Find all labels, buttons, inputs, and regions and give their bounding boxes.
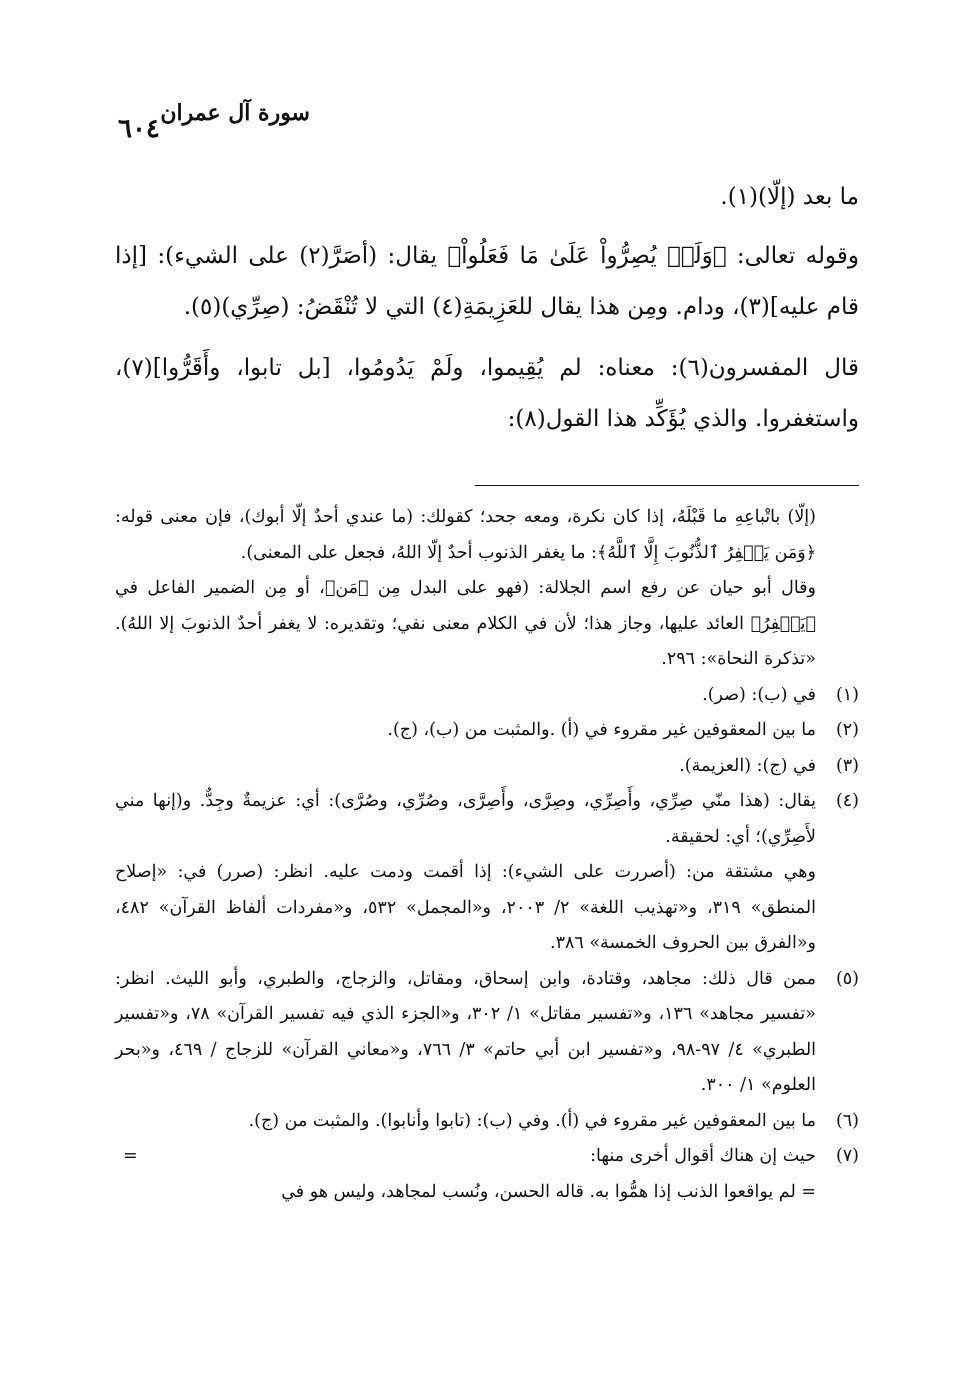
paragraph-2: وقوله تعالى: ﴿وَلَمۡ يُصِرُّواْ عَلَىٰ مَا فَعَلُواْ﴾ يقال: (أصَرَّ(٢) على الشيء): [إذا قام عليه](٣)، ودام. ومِن هذا يقال للعَزِيمَةِ(٤) التي لا تُنْقَضُ: (صِرِّي)(٥). bbox=[115, 243, 859, 320]
footnote-number: (٧) bbox=[835, 1146, 859, 1166]
footnote-text: ممن قال ذلك: مجاهد، وقتادة، وابن إسحاق، ومقاتل، والزجاج، والطبري، وأبو الليث. انظر: «تفسير مجاهد» ١٣٦، و«تفسير مقاتل» ١/ ٣٠٢، و«الجزء الذي فيه تفسير القرآن» ٧٨، و«تفسير الطبري» ٤/ ٩٧-٩٨، و«تفسير ابن أبي حاتم» ٣/ ٧٦٦، و«معاني القرآن» للزجاج / ٤٦٩، و«بحر العلوم» ١/ ٣٠٠. bbox=[115, 968, 817, 1095]
footnote-text: يقال: (هذا منّي صِرِّي، وأَصِرِّي، وصِرَّى، وأَصِرَّى، وصُرِّي، وصُرَّى): أي: عزيمةٌ وجِدٌّ. و(إنها مني لأَصِرِّي)؛ أي: لحقيقة. bbox=[115, 791, 816, 847]
footnote-text: حيث إن هناك أقوال أخرى منها: bbox=[590, 1146, 816, 1166]
footnote-separator bbox=[475, 485, 859, 486]
footnote-6 bbox=[115, 1104, 859, 1140]
footnote-5 bbox=[115, 962, 859, 1104]
paragraph-1: ما بعد (إلّا)(١). bbox=[720, 184, 859, 210]
footnote-4 bbox=[115, 784, 859, 855]
footnote-number: (٥) bbox=[835, 968, 859, 989]
footnote-number: (٣) bbox=[835, 755, 859, 776]
continuation-mark: = bbox=[123, 1146, 138, 1166]
footnote-number: (١) bbox=[835, 684, 859, 705]
footnote-continuation-1: (إلّا) باتْباعِهِ ما قَبْلَهُ، إذا كان نكرة، ومعه جحد؛ كقولك: (ما عندي أحدٌ إلّا أبوك)، فإن معنى قوله: ﴿وَمَن يَغۡفِرُ ٱلذُّنُوبَ إِلَّا ٱللَّهُ﴾: ما يغفر الذنوب أحدٌ إلّا اللهُ، فجعل على المعنى). bbox=[115, 507, 816, 563]
footnote-number: (٢) bbox=[835, 720, 859, 740]
surah-title: سورة آل عمران bbox=[160, 100, 310, 126]
footnote-4-continued: وهي مشتقة من: (أصررت على الشيء): إذا أقمت ودمت عليه. انظر: (صرر) في: «إصلاح المنطق» ٣١٩، و«تهذيب اللغة» ٢/ ٢٠٠٣، و«المجمل» ٥٣٢، و«مفردات ألفاظ القرآن» ٤٨٢، و«الفرق بين الحروف الخمسة» ٣٨٦. bbox=[115, 862, 816, 953]
footnote-text: ما بين المعقوفين غير مقروء في (أ). وفي (ب): (تابوا وأنابوا). والمثبت من (ج). bbox=[248, 1110, 816, 1131]
page-header bbox=[0, 100, 975, 150]
footnote-continuation-2: وقال أبو حيان عن رفع اسم الجلالة: (فهو على البدل مِن ﴿مَن﴾، أو مِن الضمير الفاعل في ﴿يَغۡفِرُ﴾ العائد عليها، وجاز هذا؛ لأن في الكلام معنى نفي؛ وتقديره: لا يغفر أحدٌ الذنوبَ إلا اللهُ). «تذكرة النحاة»: ٢٩٦. bbox=[115, 578, 816, 669]
footnote-1 bbox=[115, 678, 859, 714]
footnote-3 bbox=[115, 749, 859, 785]
page-number: ٦٠٤ bbox=[118, 114, 160, 144]
main-text bbox=[115, 172, 859, 455]
footnote-7-continued: = لم يواقعوا الذنب إذا همُّوا به. قاله الحسن، ونُسب لمجاهد، وليس هو في bbox=[281, 1181, 816, 1202]
footnote-number: (٦) bbox=[835, 1110, 859, 1131]
footnotes bbox=[115, 500, 859, 1210]
paragraph-3: قال المفسرون(٦): معناه: لم يُقِيموا، ولَمْ يَدُومُوا، [بل تابوا، وأَقَرُّوا](٧)، واستغفروا. والذي يُؤَكِّد هذا القول(٨): bbox=[115, 355, 859, 432]
footnote-2 bbox=[115, 713, 859, 749]
footnote-7 bbox=[115, 1139, 859, 1175]
footnote-text: ما بين المعقوفين غير مقروء في (أ) .والمثبت من (ب)، (ج). bbox=[387, 720, 816, 740]
footnote-number: (٤) bbox=[835, 791, 859, 811]
footnote-text: في (ب): (صر). bbox=[702, 684, 816, 705]
footnote-text: في (ج): (العزيمة). bbox=[679, 755, 816, 776]
